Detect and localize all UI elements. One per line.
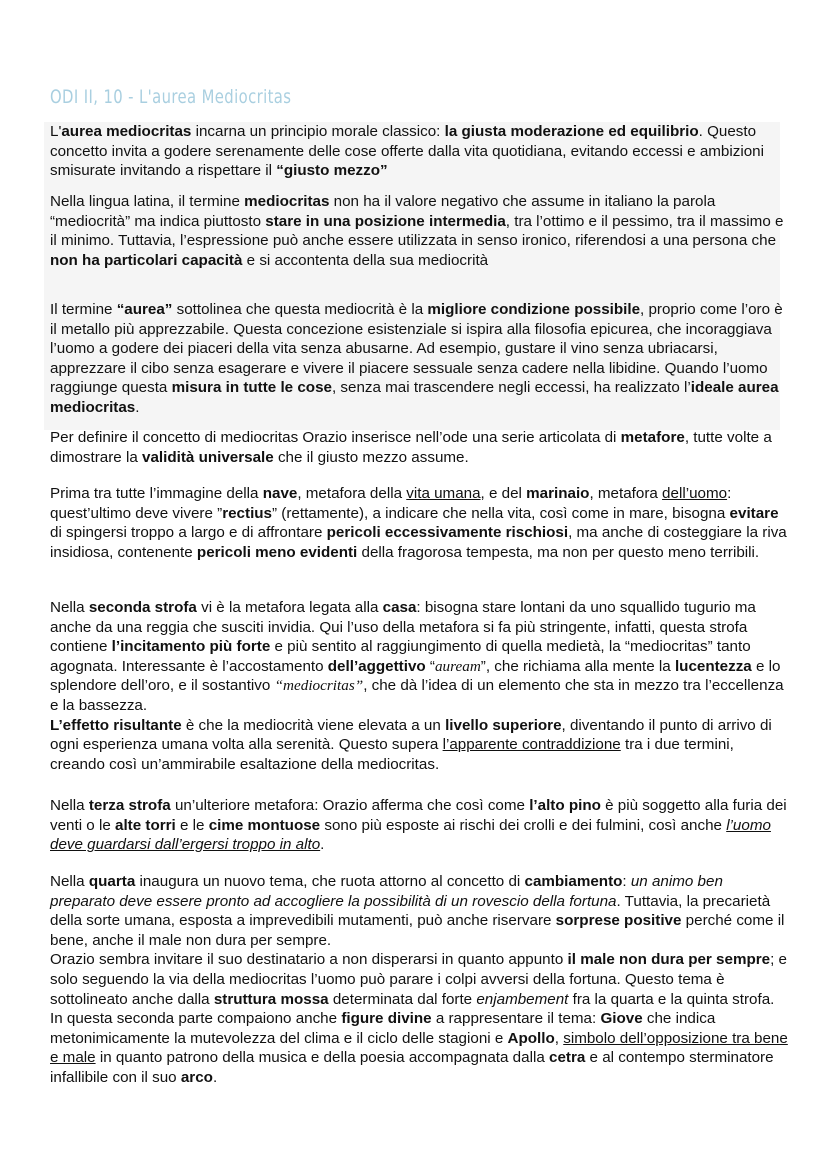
- bold-text: sorprese positive: [555, 912, 682, 930]
- text: Nella lingua latina, il termine: [50, 193, 245, 210]
- paragraph-termine-aurea: [50, 300, 790, 418]
- text: : bisogna stare lontani da uno squallido tugurio ma anche da una reggia che susciti invidia. Qui l’uso della metafora si fa più stringente, infatti, questa strofa contiene: [50, 599, 756, 656]
- text: e più sentito al raggiungimento di quella medietà, la “mediocritas” tanto agognata. Interessante è l’accostamento: [50, 638, 751, 675]
- paragraph-effetto-risultante: [50, 716, 790, 775]
- bold-text: “giusto mezzo”: [276, 162, 388, 180]
- text: a rappresentare il tema:: [431, 1010, 601, 1028]
- text: . Questo concetto invita a godere serenamente delle cose offerte dalla vita quotidiana, evitando eccessi e ambizioni smisurate invitando a rispettare il: [50, 123, 764, 180]
- page-title: ODI II, 10 - L'aurea Mediocritas: [50, 86, 292, 108]
- text: che il giusto mezzo assume.: [273, 448, 469, 466]
- text: e si accontenta della sua mediocrità: [242, 251, 489, 269]
- text: , tra l’ottimo e il pessimo, tra il massimo e il minimo. Tuttavia, l’espressione può anche essere utilizzata in senso ironico, riferendosi a una persona che: [50, 212, 784, 250]
- paragraph-cambiamento: [50, 872, 790, 950]
- bold-text: livello superiore: [445, 716, 562, 734]
- bold-text: marinaio: [526, 485, 590, 502]
- bold-text: ideale aurea mediocritas: [50, 379, 779, 416]
- bold-text: validità universale: [142, 448, 274, 466]
- text: Il termine: [50, 301, 117, 318]
- text: è più soggetto alla furia dei venti o le: [50, 797, 787, 834]
- text: Orazio sembra invitare il suo destinatario a non disperarsi in quanto appunto: [50, 951, 568, 969]
- text: , senza mai trascendere negli eccessi, ha realizzato l’: [331, 379, 691, 397]
- text: ” (rettamente), a indicare che nella vita, così come in mare, bisogna: [272, 504, 730, 522]
- text: , che dà l’idea di un elemento che sta in mezzo tra l’eccellenza e la bassezza.: [50, 677, 784, 714]
- section-seconda-strofa: [50, 598, 790, 774]
- text: , metafora: [589, 485, 663, 502]
- text: Nella: [50, 873, 89, 890]
- bold-text: quarta: [88, 873, 136, 890]
- paragraph-aurea-mediocritas-intro: [50, 122, 790, 181]
- bold-text: l’alto pino: [529, 797, 601, 814]
- text: ; e solo seguendo la via della mediocritas l’uomo può parare i colpi avversi della fortuna. Questo tema è sottolineato anche dalla: [50, 951, 787, 1008]
- text: ”, che richiama alla mente la: [480, 657, 675, 675]
- italic-text: auream: [434, 657, 481, 675]
- text: , ma anche di costeggiare la riva insidiosa, contenente: [50, 524, 787, 561]
- underlined-text: simbolo dell’opposizione tra bene e male: [50, 1029, 788, 1067]
- bold-text: struttura mossa: [213, 990, 329, 1008]
- text: : quest’ultimo deve vivere ”: [50, 485, 732, 522]
- text: che indica metonimicamente la mutevolezza del clima e il ciclo delle stagioni e: [50, 1010, 716, 1047]
- bold-text: migliore condizione possibile: [427, 301, 641, 318]
- bold-text: l’incitamento più forte: [111, 638, 271, 656]
- bold-text: misura in tutte le cose: [171, 379, 332, 397]
- text: è che la mediocrità viene elevata a un: [181, 716, 446, 734]
- text: della fragorosa tempesta, ma non per questo meno terribili.: [357, 543, 760, 561]
- paragraph-figure-divine: [50, 950, 790, 1087]
- text: “: [425, 657, 435, 675]
- bold-text: metafore: [620, 429, 685, 446]
- text: in quanto patrono della musica e della poesia accompagnata dalla: [95, 1049, 549, 1067]
- italic-text: enjambement: [476, 990, 569, 1008]
- bold-text: stare in una posizione intermedia: [265, 212, 506, 230]
- bold-text: cetra: [549, 1049, 586, 1067]
- bold-text: Giove: [600, 1010, 643, 1028]
- underlined-text: vita umana: [406, 485, 481, 502]
- text: incarna un principio morale classico:: [191, 123, 445, 140]
- text: .: [135, 398, 140, 416]
- bold-text: Apollo: [507, 1029, 555, 1047]
- text: e al contempo sterminatore infallibile con il suo: [50, 1049, 774, 1086]
- text: inaugura un nuovo tema, che ruota attorno al concetto di: [135, 873, 525, 890]
- bold-text: figure divine: [341, 1010, 432, 1028]
- bold-text: pericoli eccessivamente rischiosi: [326, 524, 569, 542]
- bold-text: pericoli meno evidenti: [196, 543, 358, 561]
- text: .: [212, 1068, 218, 1086]
- text: non ha il valore negativo che assume in italiano la parola “mediocrità” ma indica piuttosto: [50, 193, 716, 230]
- text: L': [50, 123, 62, 140]
- text: , proprio come l’oro è il metallo più apprezzabile. Questa concezione esistenziale si ispira alla filosofia epicurea, che incoraggiava l’uomo a godere dei piaceri della vita senza abusarne. Ad esempio, gustare il vino senza ubriacarsi, apprezzare il cibo senza esagerare e vivere il piacere sessuale senza cadere nella libidine. Quando l’uomo raggiunge questa: [50, 301, 783, 397]
- bold-text: rectius: [222, 504, 273, 522]
- text: tra i due termini, creando così un’ammirabile esaltazione della mediocritas.: [50, 736, 734, 773]
- text: sono più esposte ai rischi dei crolli e dei fulmini, così anche: [320, 816, 727, 834]
- text: .: [320, 836, 325, 854]
- bold-text: il male non dura per sempre: [567, 951, 771, 969]
- bold-text: non ha particolari capacità: [50, 251, 243, 269]
- bold-text: evitare: [729, 504, 779, 522]
- paragraph-metafore: [50, 428, 790, 467]
- bold-text: casa: [382, 599, 417, 616]
- text: Nella: [50, 797, 89, 814]
- text: :: [622, 873, 631, 890]
- text: Per definire il concetto di mediocritas Orazio inserisce nell’ode una serie articolata di: [50, 429, 621, 446]
- bold-text: nave: [262, 485, 298, 502]
- text: Prima tra tutte l’immagine della: [50, 485, 263, 502]
- paragraph-lingua-latina: [50, 192, 790, 270]
- bold-text: lucentezza: [674, 657, 752, 675]
- paragraph-nave: [50, 484, 790, 562]
- italic-text: “mediocritas”: [274, 677, 364, 695]
- bold-text: mediocritas: [244, 193, 330, 210]
- italic-text: un animo ben preparato deve essere pronto ad accogliere la possibilità di un rovescio della fortuna: [50, 873, 723, 910]
- text: , e del: [480, 485, 527, 502]
- bold-text: alte torri: [115, 816, 176, 834]
- bold-text: terza strofa: [88, 797, 171, 814]
- bold-text: L’effetto risultante: [50, 716, 182, 734]
- text: , diventando il punto di arrivo di ogni esperienza umana volta alla serenità. Questo supera: [50, 716, 772, 754]
- section-quarta-strofa: [50, 872, 790, 1088]
- text: determinata dal forte: [328, 990, 477, 1008]
- text: ,: [554, 1029, 564, 1047]
- italic-underlined-text: l’uomo deve guardarsi dall’ergersi troppo in alto: [50, 816, 771, 854]
- bold-text: seconda strofa: [88, 599, 197, 616]
- text: fra la quarta e la quinta strofa. In questa seconda parte compaiono anche: [50, 990, 775, 1028]
- text: vi è la metafora legata alla: [196, 599, 383, 616]
- text: di spingersi troppo a largo e di affrontare: [50, 524, 327, 542]
- underlined-text: l’apparente contraddizione: [442, 736, 621, 754]
- paragraph-casa: [50, 598, 790, 716]
- text: e lo splendore dell’oro, e il sostantivo: [50, 657, 781, 695]
- underlined-text: dell’uomo: [662, 485, 728, 502]
- text: Nella: [50, 599, 89, 616]
- bold-text: “aurea”: [116, 301, 173, 318]
- bold-text: aurea mediocritas: [61, 123, 192, 140]
- text: , tutte volte a dimostrare la: [50, 429, 772, 466]
- text: e le: [175, 816, 209, 834]
- text: , metafora della: [297, 485, 407, 502]
- bold-text: dell’aggettivo: [327, 657, 426, 675]
- text: un’ulteriore metafora: Orazio afferma che così come: [170, 797, 530, 814]
- bold-text: cime montuose: [208, 816, 321, 834]
- bold-text: la giusta moderazione ed equilibrio: [444, 123, 699, 140]
- bold-text: cambiamento: [524, 873, 623, 890]
- text: sottolinea che questa mediocrità è la: [172, 301, 428, 318]
- paragraph-terza-strofa: [50, 796, 790, 855]
- text: perché come il bene, anche il male non dura per sempre.: [50, 912, 785, 949]
- bold-text: arco: [180, 1068, 213, 1086]
- text: . Tuttavia, la precarietà della sorte umana, esposta a imprevedibili mutamenti, può anche riservare: [50, 892, 771, 930]
